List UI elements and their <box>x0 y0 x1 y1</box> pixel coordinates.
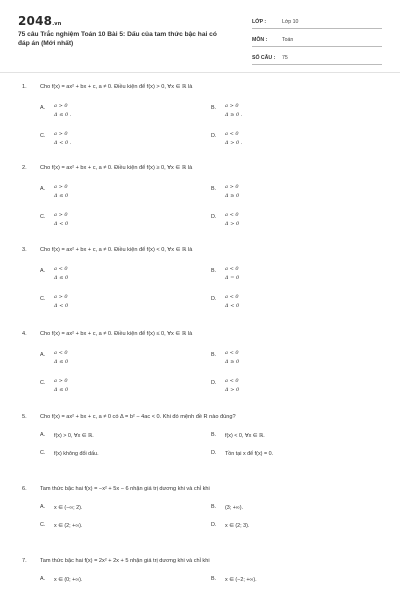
option-body <box>225 211 239 228</box>
option-line-1: a > 0 <box>54 103 68 109</box>
logo-main-text: 2048 <box>18 14 53 28</box>
question-text: Cho f(x) = ax² + bx + c, a ≠ 0. Điều kiện để f(x) < 0, ∀x ∈ ℝ là <box>40 247 193 253</box>
option-letter: C. <box>40 450 46 456</box>
option-line-2: Δ ≥ 0 <box>225 192 240 199</box>
option-line-1: a < 0 <box>54 266 68 272</box>
header-divider <box>0 72 400 73</box>
answer-option[interactable] <box>211 130 242 147</box>
option-letter: B. <box>211 352 217 358</box>
option-body <box>54 293 68 310</box>
question-number: 5. <box>22 414 27 420</box>
option-body <box>54 432 94 441</box>
option-letter: B. <box>211 105 217 111</box>
answer-option[interactable] <box>40 183 68 200</box>
answer-option[interactable] <box>211 576 257 585</box>
meta-row-subject <box>252 33 382 47</box>
option-line-1: a > 0 <box>225 103 239 109</box>
answer-option[interactable] <box>211 522 249 531</box>
option-line-2: Δ ≥ 0 <box>225 358 240 365</box>
answer-option[interactable] <box>40 349 68 366</box>
option-letter: D. <box>211 450 217 456</box>
option-body <box>225 576 257 585</box>
option-line-2: Δ ≤ 0 <box>54 192 69 199</box>
meta-row-class <box>252 15 382 29</box>
option-letter: C. <box>40 380 46 386</box>
page-header <box>0 0 400 72</box>
meta-row-count <box>252 51 382 65</box>
option-letter: B. <box>211 576 217 582</box>
option-line-2: Δ < 0 <box>54 220 69 227</box>
option-body <box>225 349 239 366</box>
option-body <box>54 102 71 119</box>
option-letter: A. <box>40 268 46 274</box>
option-letter: C. <box>40 214 46 220</box>
option-letter: D. <box>211 133 217 139</box>
option-line-1: x ∈ (2; +∞). <box>54 523 83 529</box>
option-letter: D. <box>211 214 217 220</box>
question-number: 6. <box>22 486 27 492</box>
meta-key: LỚP : <box>252 18 267 25</box>
question-text: Tam thức bậc hai f(x) = −x² + 5x − 6 nhận giá trị dương khi và chỉ khi <box>40 486 210 492</box>
option-letter: C. <box>40 133 46 139</box>
option-line-1: a < 0 <box>225 131 239 137</box>
option-body <box>54 576 82 585</box>
option-letter: D. <box>211 296 217 302</box>
answer-option[interactable] <box>211 102 242 119</box>
option-body <box>225 265 239 282</box>
answer-option[interactable] <box>40 432 94 441</box>
option-line-2: Δ > 0 <box>225 220 240 227</box>
option-body <box>225 377 239 394</box>
option-body <box>225 102 242 119</box>
option-line-2: Δ > 0 <box>225 386 240 393</box>
option-body <box>225 130 242 147</box>
option-line-1: a < 0 <box>54 350 68 356</box>
question-number: 1. <box>22 84 27 90</box>
option-letter: A. <box>40 504 46 510</box>
option-letter: B. <box>211 432 217 438</box>
answer-option[interactable] <box>211 293 239 310</box>
option-line-2: Δ > 0 . <box>225 139 243 146</box>
option-letter: D. <box>211 522 217 528</box>
logo-suffix-text: .vn <box>52 21 62 27</box>
answer-option[interactable] <box>40 130 71 147</box>
option-body <box>225 450 273 459</box>
answer-option[interactable] <box>211 377 239 394</box>
option-line-1: x ∈ (−∞; 2). <box>54 505 83 511</box>
option-body <box>54 211 68 228</box>
option-letter: A. <box>40 576 46 582</box>
option-body <box>54 130 71 147</box>
option-line-1: f(x) > 0, ∀x ∈ ℝ. <box>54 433 94 439</box>
question-text: Cho f(x) = ax² + bx + c, a ≠ 0. Điều kiện để f(x) ≤ 0, ∀x ∈ ℝ là <box>40 331 193 337</box>
answer-option[interactable] <box>40 265 68 282</box>
question-number: 4. <box>22 331 27 337</box>
option-letter: B. <box>211 504 217 510</box>
option-letter: B. <box>211 268 217 274</box>
option-line-2: Δ ≥ 0 . <box>225 111 243 118</box>
option-line-1: a < 0 <box>225 378 239 384</box>
option-body <box>54 450 99 459</box>
option-letter: B. <box>211 186 217 192</box>
option-body <box>225 183 239 200</box>
option-line-1: a < 0 <box>225 294 239 300</box>
question-text: Cho f(x) = ax² + bx + c, a ≠ 0. Điều kiện để f(x) > 0, ∀x ∈ ℝ là <box>40 84 193 90</box>
question-text: Tam thức bậc hai f(x) = 2x² + 2x + 5 nhận giá trị dương khi và chỉ khi <box>40 558 210 564</box>
site-logo[interactable] <box>18 14 62 28</box>
option-letter: A. <box>40 352 46 358</box>
option-body <box>54 183 68 200</box>
question-text: Cho f(x) = ax² + bx + c, a ≠ 0. Điều kiện để f(x) ≥ 0, ∀x ∈ ℝ là <box>40 165 193 171</box>
option-line-1: f(x) < 0, ∀x ∈ ℝ. <box>225 433 265 439</box>
option-body <box>54 504 82 513</box>
option-line-2: Δ = 0 <box>225 274 240 281</box>
answer-option[interactable] <box>40 102 71 119</box>
answer-option[interactable] <box>40 450 99 459</box>
meta-value: Lớp 10 <box>282 18 299 25</box>
option-line-1: a < 0 <box>225 266 239 272</box>
answer-option[interactable] <box>211 432 265 441</box>
option-line-1: a > 0 <box>54 378 68 384</box>
meta-value: Toán <box>282 36 294 43</box>
option-line-2: Δ < 0 <box>225 302 240 309</box>
option-line-2: Δ ≤ 0 <box>54 274 69 281</box>
option-body <box>54 377 68 394</box>
option-body <box>54 522 82 531</box>
answer-option[interactable] <box>40 504 82 513</box>
option-line-1: f(x) không đổi dấu. <box>54 451 99 457</box>
answer-option[interactable] <box>211 183 239 200</box>
answer-option[interactable] <box>211 349 239 366</box>
option-body <box>225 293 239 310</box>
answer-option[interactable] <box>211 211 239 228</box>
option-letter: A. <box>40 432 46 438</box>
option-line-1: a > 0 <box>54 294 68 300</box>
option-letter: A. <box>40 186 46 192</box>
meta-key: SỐ CÂU : <box>252 54 276 61</box>
option-line-2: Δ ≤ 0 . <box>54 111 72 118</box>
option-letter: A. <box>40 105 46 111</box>
question-text: Cho f(x) = ax² + bx + c, a ≠ 0 có Δ = b² − 4ac < 0. Khi đó mệnh đề R nào đúng? <box>40 414 236 420</box>
answer-option[interactable] <box>211 265 239 282</box>
option-line-1: a < 0 <box>225 212 239 218</box>
answer-option[interactable] <box>40 377 68 394</box>
option-line-1: a < 0 <box>225 350 239 356</box>
option-line-1: a > 0 <box>54 212 68 218</box>
option-line-1: a > 0 <box>54 131 68 137</box>
answer-option[interactable] <box>211 450 273 459</box>
option-line-1: a > 0 <box>225 184 239 190</box>
option-line-2: Δ ≤ 0 <box>54 358 69 365</box>
option-body <box>54 349 68 366</box>
option-line-2: Δ ≤ 0 <box>54 386 69 393</box>
option-line-1: Tồn tại x để f(x) = 0. <box>225 451 274 457</box>
option-line-1: a > 0 <box>54 184 68 190</box>
question-number: 3. <box>22 247 27 253</box>
answer-option[interactable] <box>40 293 68 310</box>
meta-box <box>252 15 382 69</box>
answer-option[interactable] <box>40 522 82 531</box>
answer-option[interactable] <box>40 576 82 585</box>
option-line-1: x ∈ (2; 3). <box>225 523 250 529</box>
meta-value: 75 <box>282 54 288 61</box>
option-line-2: Δ < 0 . <box>54 139 72 146</box>
option-letter: D. <box>211 380 217 386</box>
meta-key: MÔN : <box>252 36 268 43</box>
question-number: 2. <box>22 165 27 171</box>
question-number: 7. <box>22 558 27 564</box>
answer-option[interactable] <box>211 504 243 513</box>
option-body <box>225 432 265 441</box>
option-line-1: x ∈ (0; +∞). <box>54 577 83 583</box>
page-title: 75 câu Trắc nghiệm Toán 10 Bài 5: Dấu của tam thức bậc hai có đáp án (Mới nhất) <box>18 31 217 47</box>
answer-option[interactable] <box>40 211 68 228</box>
option-line-2: Δ < 0 <box>54 302 69 309</box>
option-line-1: x ∈ (−2; +∞). <box>225 577 257 583</box>
option-body <box>225 504 243 513</box>
option-body <box>54 265 68 282</box>
option-body <box>225 522 249 531</box>
option-line-1: (3; +∞). <box>225 505 244 511</box>
option-letter: C. <box>40 296 46 302</box>
option-letter: C. <box>40 522 46 528</box>
